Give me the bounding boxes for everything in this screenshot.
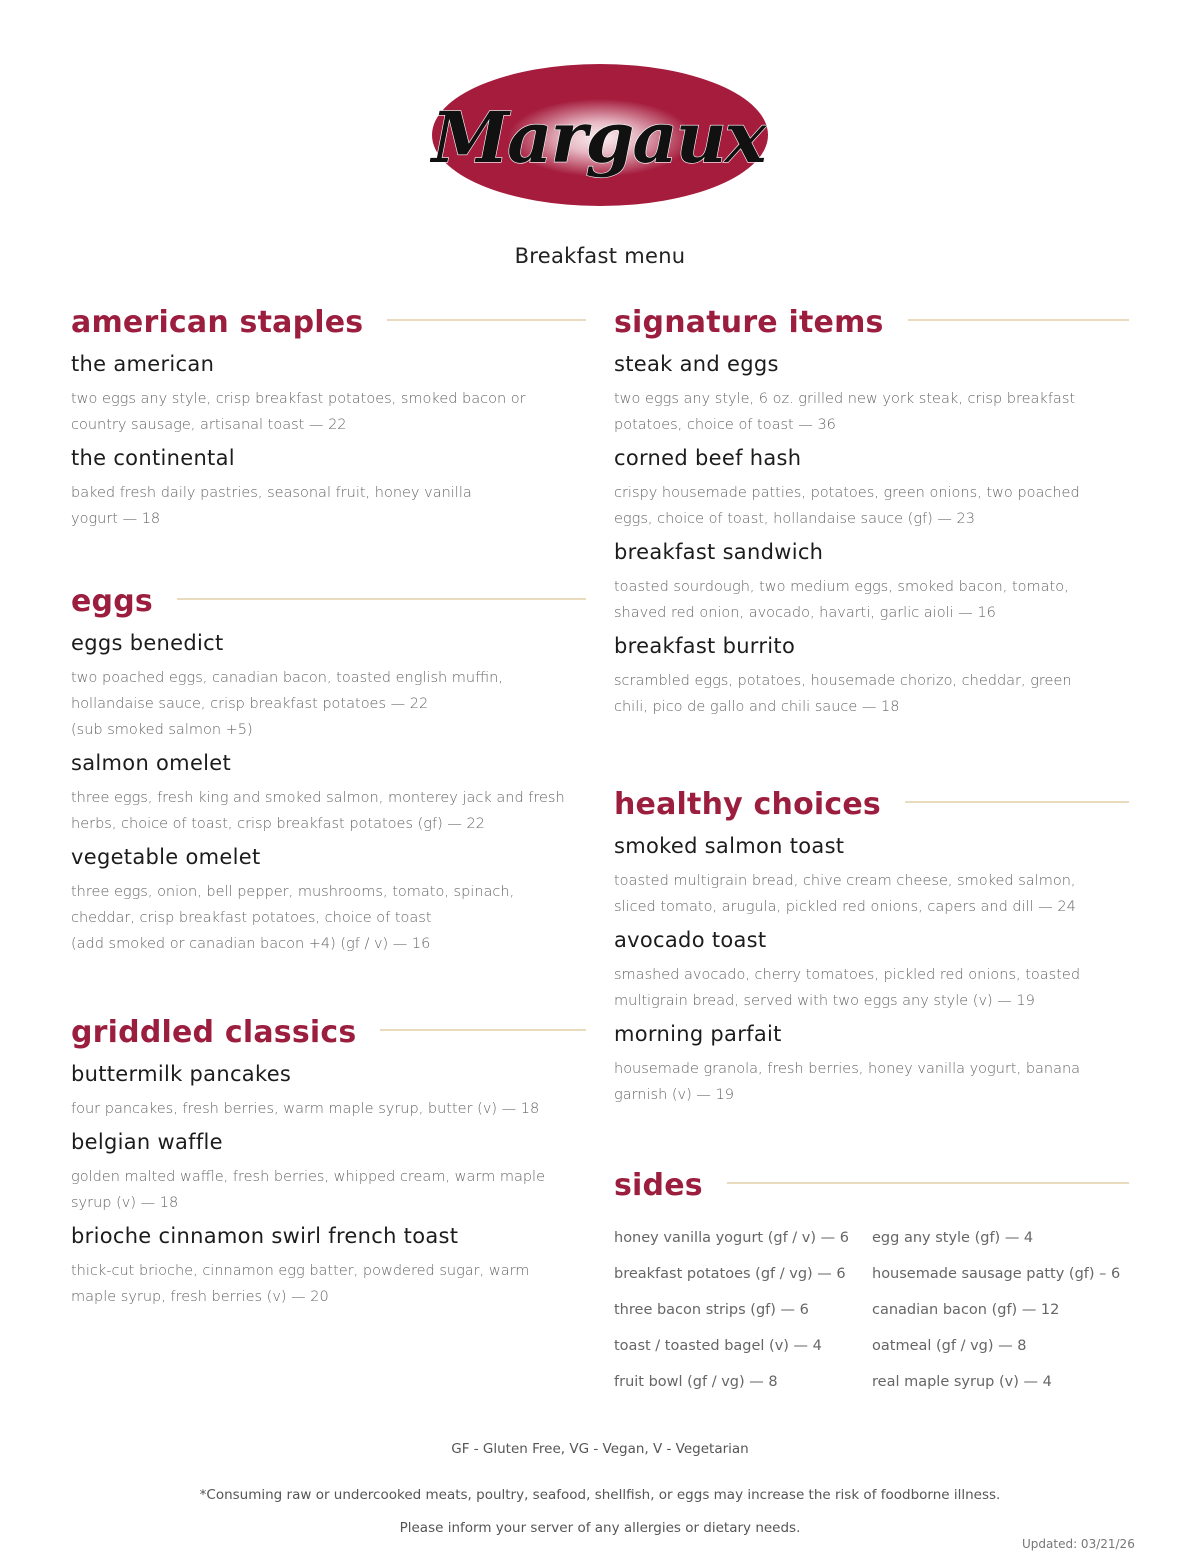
item-name: eggs benedict [71, 631, 224, 655]
menu-item [71, 751, 586, 837]
item-description: crispy housemade patties, potatoes, green onions, two poached eggs, choice of toast, hollandaise sauce (gf) — 23 [614, 485, 1080, 527]
side-item: fruit bowl (gf / vg) — 8 [614, 1374, 778, 1390]
section-divider [380, 1029, 586, 1031]
section-healthy-choices [614, 782, 1129, 1112]
item-name: breakfast burrito [614, 634, 796, 658]
updated-date: Updated: 03/21/26 [1022, 1537, 1135, 1551]
menu-item [71, 631, 586, 743]
item-name: belgian waffle [71, 1130, 223, 1154]
item-name: avocado toast [614, 928, 767, 952]
item-description: thick-cut brioche, cinnamon egg batter, powdered sugar, warm maple syrup, fresh berries (v) — 20 [71, 1263, 530, 1305]
item-description: three eggs, onion, bell pepper, mushrooms, tomato, spinach, cheddar, crisp breakfast potatoes, choice of toast (add smoked or canadian bacon +4) (gf / v) — 16 [71, 884, 515, 952]
item-name: the american [71, 352, 215, 376]
menu-item [71, 1224, 586, 1310]
item-description: toasted sourdough, two medium eggs, smoked bacon, tomato, shaved red onion, avocado, havarti, garlic aioli — 16 [614, 579, 1069, 621]
item-description: toasted multigrain bread, chive cream cheese, smoked salmon, sliced tomato, arugula, pickled red onions, capers and dill — 24 [614, 873, 1076, 915]
menu-item [614, 634, 1129, 720]
menu-item [614, 540, 1129, 626]
side-item: honey vanilla yogurt (gf / v) — 6 [614, 1230, 849, 1246]
item-description: golden malted waffle, fresh berries, whipped cream, warm maple syrup (v) — 18 [71, 1169, 546, 1211]
menu-item [71, 1062, 586, 1122]
food-safety-warning: *Consuming raw or undercooked meats, poultry, seafood, shellfish, or eggs may increase the risk of foodborne illness. [199, 1487, 1001, 1503]
margaux-logo [430, 62, 770, 208]
item-name: breakfast sandwich [614, 540, 824, 564]
menu-item [71, 845, 586, 957]
section-signature-items [614, 300, 1129, 724]
item-description: two eggs any style, crisp breakfast potatoes, smoked bacon or country sausage, artisanal toast — 22 [71, 391, 526, 433]
item-name: brioche cinnamon swirl french toast [71, 1224, 459, 1248]
section-divider [387, 319, 586, 321]
item-name: salmon omelet [71, 751, 232, 775]
menu-item [71, 446, 586, 532]
section-divider [908, 319, 1129, 321]
section-sides [614, 1163, 1129, 1395]
menu-item [614, 352, 1129, 438]
item-description: baked fresh daily pastries, seasonal fruit, honey vanilla yogurt — 18 [71, 485, 472, 527]
side-item: three bacon strips (gf) — 6 [614, 1302, 809, 1318]
menu-subtitle: Breakfast menu [514, 244, 686, 268]
item-description: three eggs, fresh king and smoked salmon, monterey jack and fresh herbs, choice of toast, crisp breakfast potatoes (gf) — 22 [71, 790, 565, 832]
section-title: american staples [71, 304, 364, 340]
menu-item [614, 928, 1129, 1014]
sides-list [614, 1225, 1129, 1395]
item-description: two eggs any style, 6 oz. grilled new york steak, crisp breakfast potatoes, choice of toast — 36 [614, 391, 1076, 433]
menu-item [614, 1022, 1129, 1108]
section-eggs [71, 579, 586, 961]
menu-item [71, 352, 586, 438]
item-name: the continental [71, 446, 235, 470]
section-title: signature items [614, 304, 884, 340]
side-item: toast / toasted bagel (v) — 4 [614, 1338, 822, 1354]
item-name: corned beef hash [614, 446, 802, 470]
side-item: canadian bacon (gf) — 12 [872, 1302, 1060, 1318]
section-title: eggs [71, 583, 153, 619]
item-description: scrambled eggs, potatoes, housemade chorizo, cheddar, green chili, pico de gallo and chili sauce — 18 [614, 673, 1072, 715]
item-name: vegetable omelet [71, 845, 261, 869]
item-name: steak and eggs [614, 352, 779, 376]
allergy-notice: Please inform your server of any allergies or dietary needs. [399, 1520, 801, 1536]
section-divider [905, 801, 1129, 803]
section-american-staples [71, 300, 586, 536]
section-title: healthy choices [614, 786, 881, 822]
section-title: griddled classics [71, 1014, 357, 1050]
menu-item [614, 834, 1129, 920]
section-title: sides [614, 1167, 703, 1203]
side-item: housemade sausage patty (gf) – 6 [872, 1266, 1121, 1282]
side-item: real maple syrup (v) — 4 [872, 1374, 1052, 1390]
section-griddled-classics [71, 1010, 586, 1314]
item-name: smoked salmon toast [614, 834, 845, 858]
menu-item [71, 1130, 586, 1216]
side-item: egg any style (gf) — 4 [872, 1230, 1034, 1246]
side-item: breakfast potatoes (gf / vg) — 6 [614, 1266, 846, 1282]
item-description: four pancakes, fresh berries, warm maple syrup, butter (v) — 18 [71, 1101, 540, 1117]
item-name: buttermilk pancakes [71, 1062, 292, 1086]
section-divider [177, 598, 586, 600]
item-name: morning parfait [614, 1022, 782, 1046]
item-description: housemade granola, fresh berries, honey vanilla yogurt, banana garnish (v) — 19 [614, 1061, 1081, 1103]
section-divider [727, 1182, 1129, 1184]
item-description: smashed avocado, cherry tomatoes, pickled red onions, toasted multigrain bread, served with two eggs any style (v) — 19 [614, 967, 1081, 1009]
menu-item [614, 446, 1129, 532]
dietary-legend: GF - Gluten Free, VG - Vegan, V - Vegetarian [451, 1441, 749, 1457]
logo-wordmark: Margaux [431, 96, 765, 179]
side-item: oatmeal (gf / vg) — 8 [872, 1338, 1027, 1354]
item-description: two poached eggs, canadian bacon, toasted english muffin, hollandaise sauce, crisp breakfast potatoes — 22 (sub smoked salmon +5) [71, 670, 503, 738]
